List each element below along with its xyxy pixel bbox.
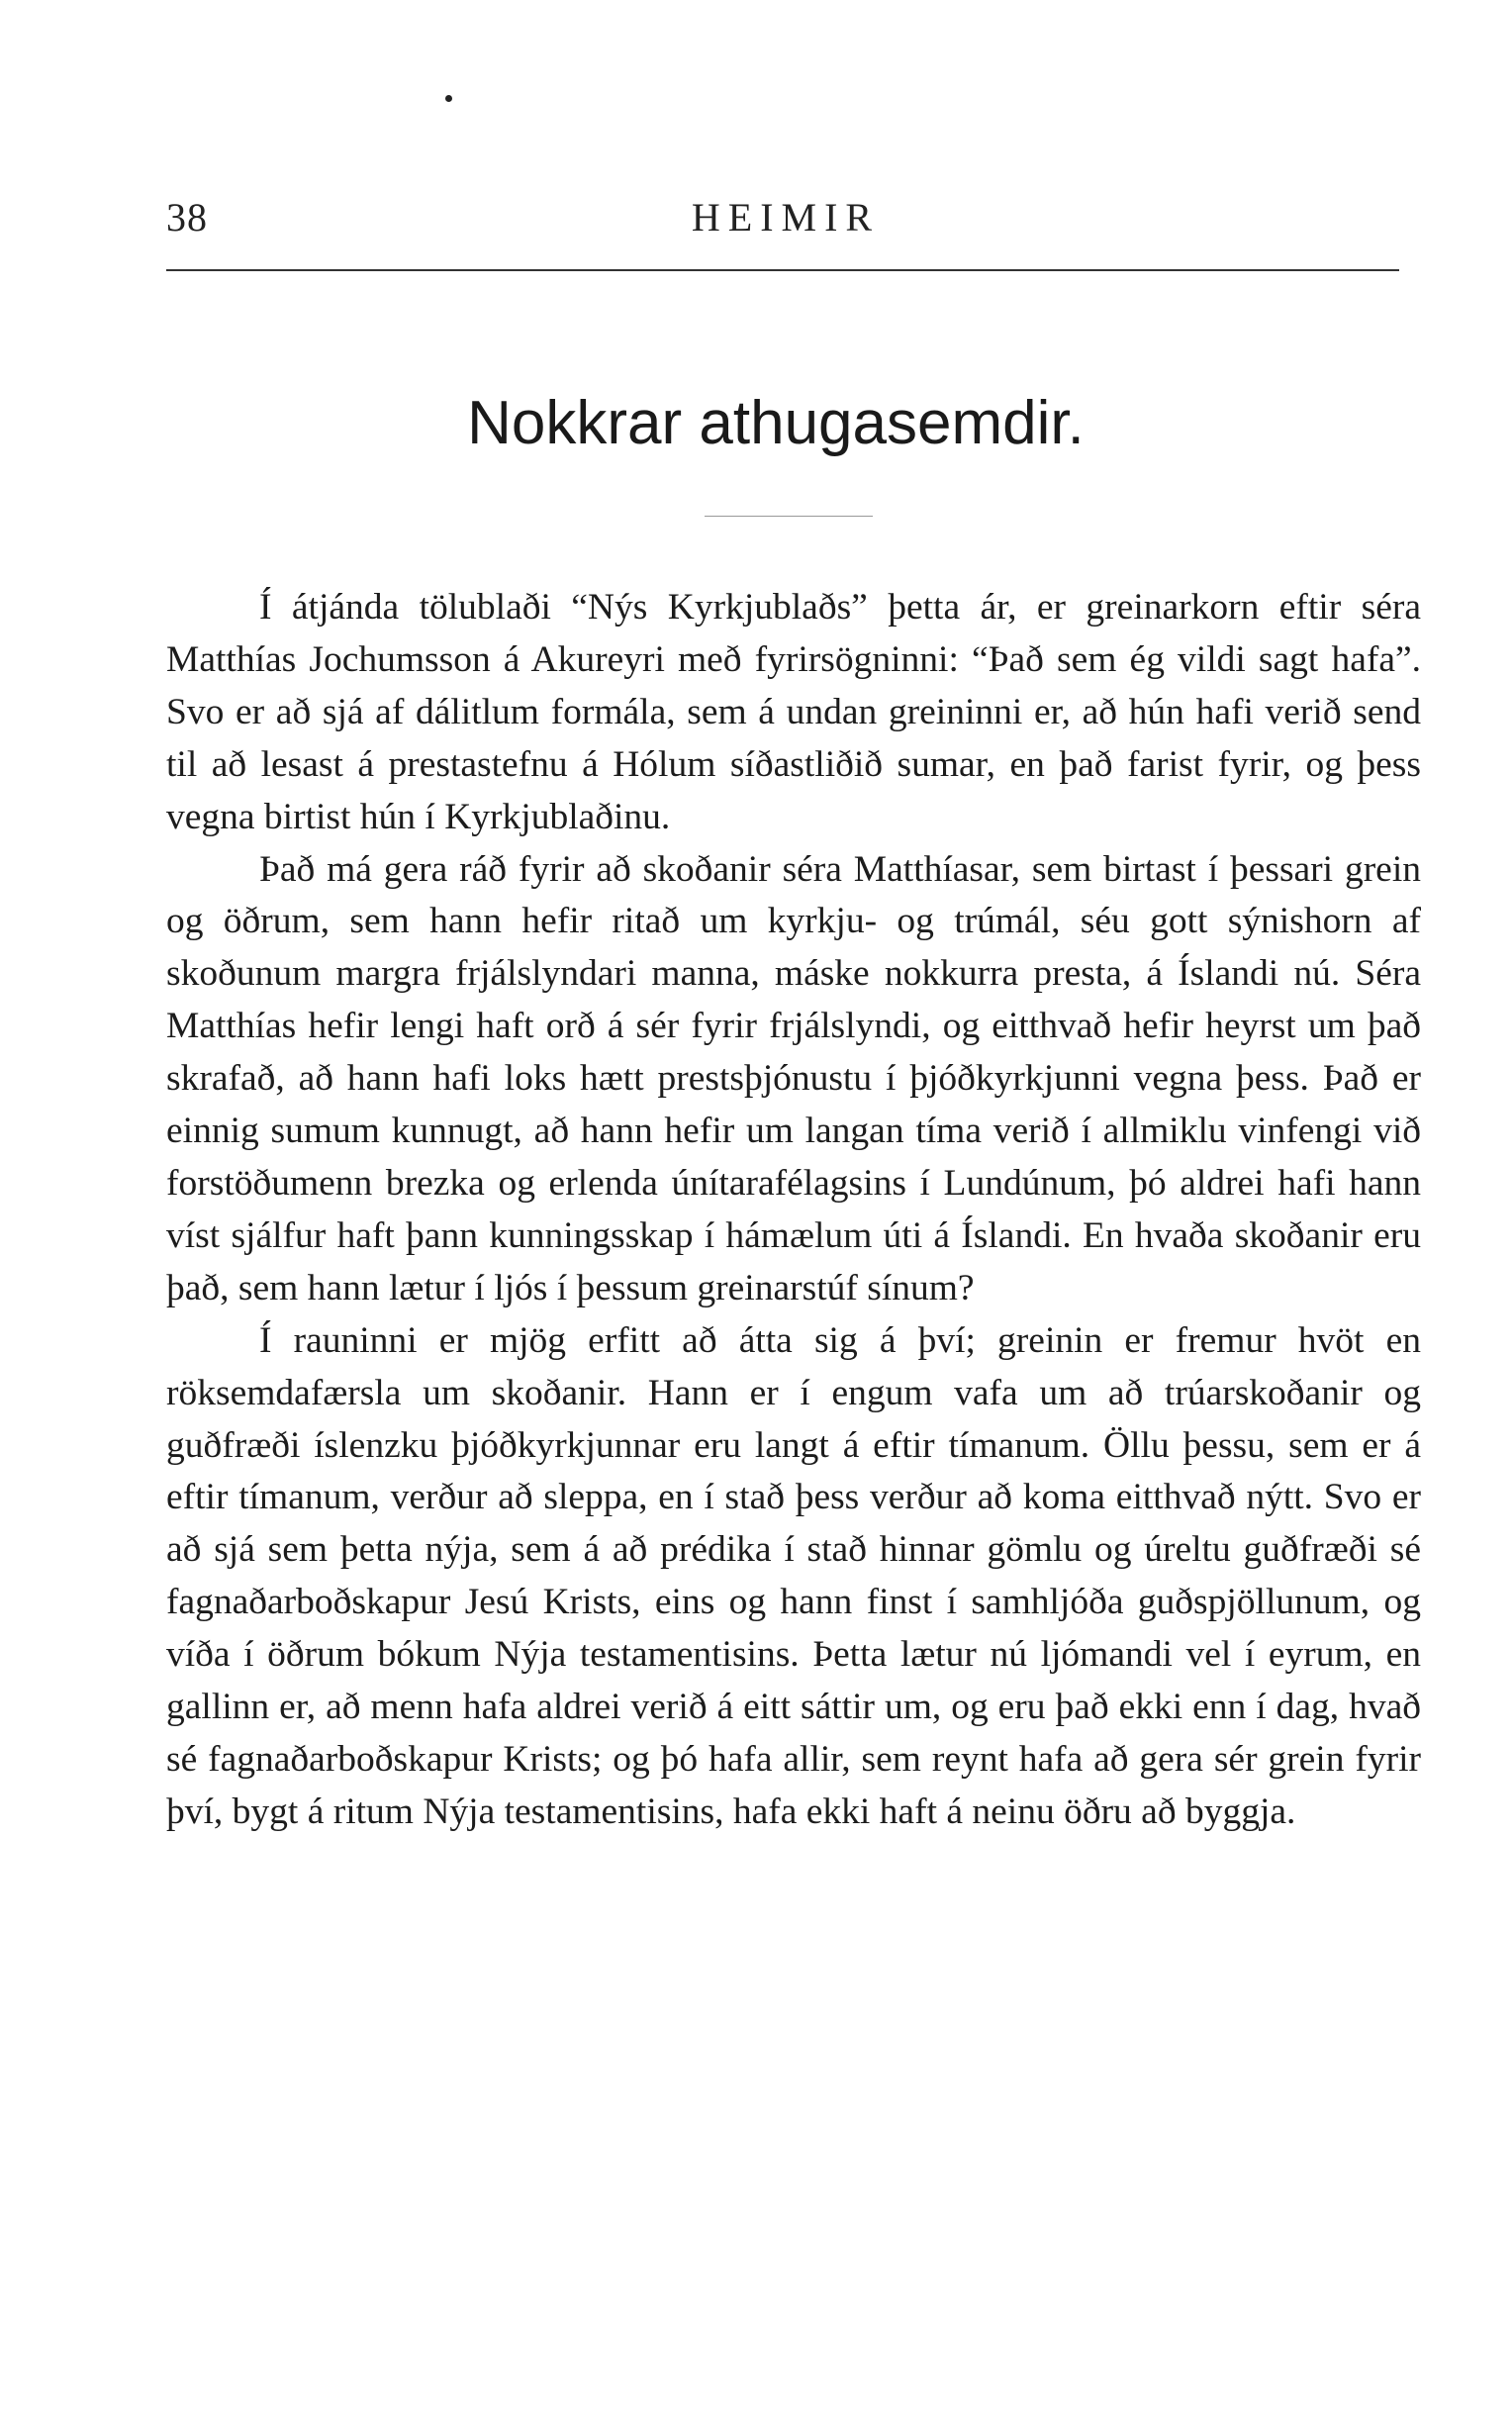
paragraph-2: Það má gera ráð fyrir að skoðanir séra Matthíasar, sem birtast í þessari grein og öðrum, sem hann hefir ritað um kyrkju- og trúmál, séu gott sýnishorn af skoðunum margra frjálslyndari manna, máske nokkurra presta, á Íslandi nú. Séra Matthías hefir lengi haft orð á sér fyrir frjálslyndi, og eitthvað hefir heyrst um það skrafað, að hann hafi loks hætt prestsþjónustu í þjóðkyrkjunni vegna þess. Það er einnig sumum kunnugt, að hann hefir um langan tíma verið í allmiklu vinfengi við forstöðumenn brezka og erlenda únítarafélagsins í Lundúnum, þó aldrei hafi hann víst sjálfur haft þann kunningsskap í hámælum úti á Íslandi. En hvaða skoðanir eru það, sem hann lætur í ljós í þessum greinarstúf sínum? bbox=[166, 848, 1421, 1308]
paragraph-3: Í rauninni er mjög erfitt að átta sig á því; greinin er fremur hvöt en röksemdafærsla um skoðanir. Hann er í engum vafa um að trúarskoðanir og guðfræði íslenzku þjóðkyrkjunnar eru langt á eftir tímanum. Öllu þessu, sem er á eftir tímanum, verður að sleppa, en í stað þess verður að koma eitthvað nýtt. Svo er að sjá sem þetta nýja, sem á að prédika í stað hinnar gömlu og úreltu guðfræði sé fagnaðarboðskapur Jesú Krists, eins og hann finst í samhljóða guðspjöllunum, og víða í öðrum bókum Nýja testamentisins. Þetta lætur nú ljómandi vel í eyrum, en gallinn er, að menn hafa aldrei verið á eitt sáttir um, og eru það ekki enn í dag, hvað sé fagnaðarboðskapur Krists; og þó hafa allir, sem reynt hafa að gera sér grein fyrir því, bygt á ritum Nýja testamentisins, hafa ekki haft á neinu öðru að byggja. bbox=[166, 1319, 1421, 1832]
header-rule bbox=[166, 269, 1399, 271]
page-number: 38 bbox=[166, 195, 208, 240]
paragraph-1: Í átjánda tölublaði “Nýs Kyrkjublaðs” þetta ár, er greinarkorn eftir séra Matthías Jochumsson á Akureyri með fyrirsögninni: “Það sem ég vildi sagt hafa”. Svo er að sjá af dálitlum formála, sem á undan greininni er, að hún hafi verið send til að lesast á prestastefnu á Hólum síðastliðið sumar, en það farist fyrir, og þess vegna birtist hún í Kyrkjublaðinu. bbox=[166, 587, 1421, 837]
print-speck bbox=[445, 95, 452, 102]
title-rule bbox=[705, 516, 873, 517]
article-title: Nokkrar athugasemdir. bbox=[467, 389, 1085, 457]
article-body bbox=[166, 582, 1421, 1839]
running-head: HEIMIR bbox=[691, 195, 881, 240]
